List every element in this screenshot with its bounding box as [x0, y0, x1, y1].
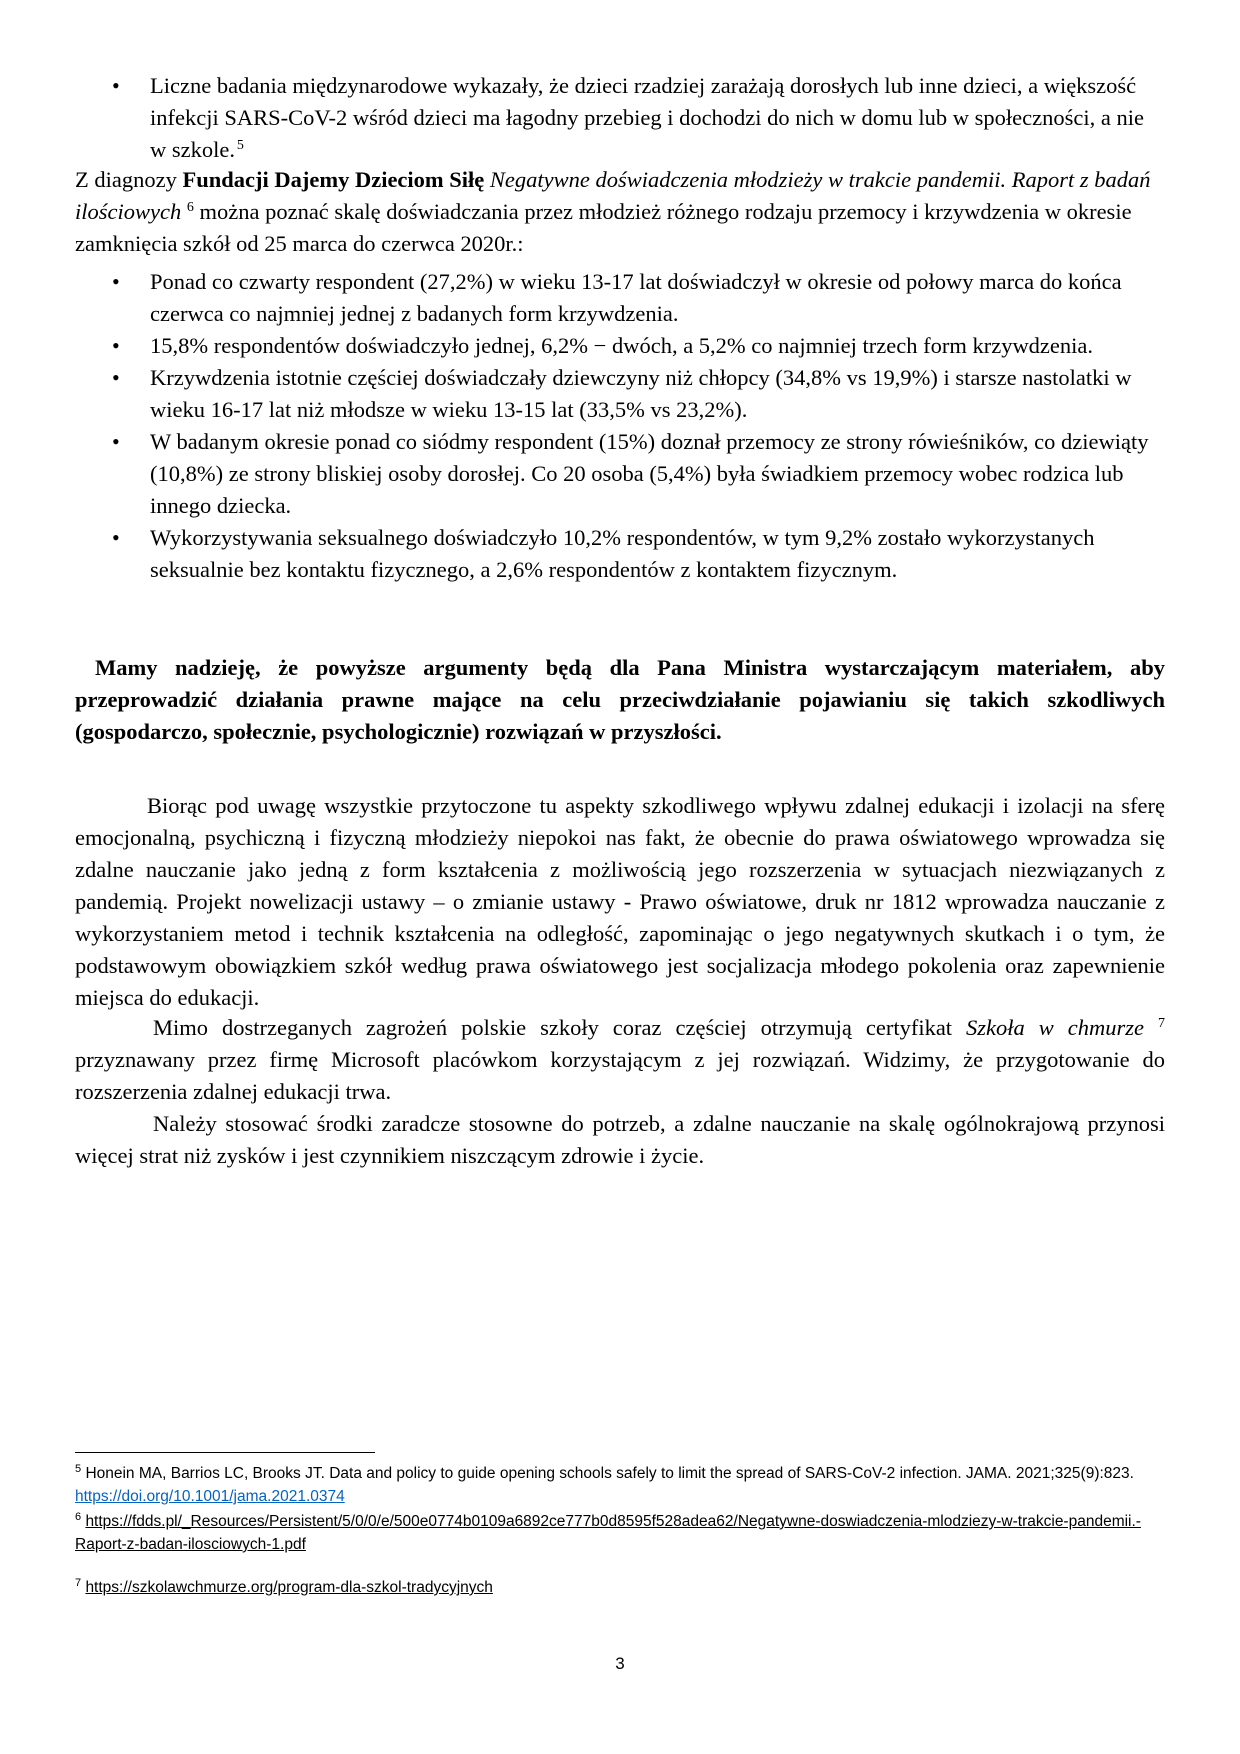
report-title: Negatywne doświadczenia młodzieży w trakcie pandemii. Raport z badań ilościowych [75, 167, 1151, 224]
footnote-5: $^5$ Honein MA, Barrios LC, Brooks JT. Data and policy to guide opening schools safely to limit the spread of SARS-CoV-2 infection. JAMA. 2021;325(9):823. https://doi.org/10.1001/jama.2021.0374 [75, 1463, 1134, 1505]
list-item: • W badanym okresie ponad co siódmy respondent (15%) doznał przemocy ze strony rówieśników, co dziewiąty (10,8%) ze strony bliskiej osoby dorosłej. Co 20 osoba (5,4%) była świadkiem przemocy wobec rodzica lub innego dziecka. [75, 426, 1165, 522]
list-item: • Ponad co czwarty respondent (27,2%) w wieku 13-17 lat doświadczył w okresie od połowy marca do końca czerwca co najmniej jednej z badanych form krzywdzenia. [75, 266, 1165, 330]
diagnosis-paragraph: Z diagnozy Fundacji Dajemy Dzieciom Siłę Negatywne doświadczenia młodzieży w trakcie pandemii. Raport z badań ilościowych $^6$ można poznać skalę doświadczania przez młodzież różnego rodzaju przemocy i krzywdzenia w okresie zamknięcia szkół od 25 marca do czerwca 2020r.: [75, 167, 1151, 256]
paragraph-1: Biorąc pod uwagę wszystkie przytoczone tu aspekty szkodliwego wpływu zdalnej edukacji i izolacji na sferę emocjonalną, psychiczną i fizyczną młodzieży niepokoi nas fakt, że obecnie do prawa oświatowego wprowadza się zdalne nauczanie jako jedną z form kształcenia z możliwością jego rozszerzenia w sytuacjach niezwiązanych z pandemią. Projekt nowelizacji ustawy – o zmianie ustawy - Prawo oświatowe, druk nr 1812 wprowadza nauczanie z wykorzystaniem metod i technik kształcenia na odległość, zapominając o jego negatywnych skutkach i o tym, że podstawowym obowiązkiem szkół według prawa oświatowego jest socjalizacja młodego pokolenia oraz zapewnienie miejsca do edukacji. [75, 793, 1165, 1010]
list-item: • 15,8% respondentów doświadczyło jednej, 6,2% − dwóch, a 5,2% co najmniej trzech form krzywdzenia. [75, 330, 1165, 362]
page-number: 3 [615, 1654, 625, 1673]
list-item: • Liczne badania międzynarodowe wykazały, że dzieci rzadziej zarażają dorosłych lub inne dzieci, a większość infekcji SARS-CoV-2 wśród dzieci ma łagodny przebieg i dochodzi do nich w domu lub w społeczności, a nie w szkole. $^5$ [75, 70, 1165, 166]
certificate-name: Szkoła w chmurze [966, 1015, 1144, 1040]
doi-link[interactable]: https://doi.org/10.1001/jama.2021.0374 [75, 1488, 345, 1505]
stats-bullet-list [75, 266, 1165, 586]
paragraph-2: Mimo dostrzeganych zagrożeń polskie szkoły coraz częściej otrzymują certyfikat Szkoła w chmurze $^7$ przyznawany przez firmę Microsoft placówkom korzystającym z jej rozwiązań. Widzimy, że przygotowanie do rozszerzenia zdalnej edukacji trwa. [75, 1015, 1165, 1104]
intro-bullet-list [75, 70, 1165, 166]
list-item: • Wykorzystywania seksualnego doświadczyło 10,2% respondentów, w tym 9,2% zostało wykorzystanych seksualnie bez kontaktu fizycznego, a 2,6% respondentów z kontaktem fizycznym. [75, 522, 1165, 586]
footnote-ref: 7 [1157, 1016, 1165, 1031]
footnote-6: $^6$ https://fdds.pl/_Resources/Persistent/5/0/0/e/500e0774b0109a6892ce777b0d8595f528adea62/Negatywne-doswiadczenia-mlodziezy-w-trakcie-pandemii.-Raport-z-badan-ilosciowych-1.pdf [75, 1511, 1141, 1553]
footnote-ref: 5 [236, 138, 244, 153]
paragraph-3: Należy stosować środki zaradcze stosowne do potrzeb, a zdalne nauczanie na skalę ogólnokrajową przynosi więcej strat niż zysków i jest czynnikiem niszczącym zdrowie i życie. [75, 1111, 1165, 1168]
fdds-report-link[interactable]: https://fdds.pl/_Resources/Persistent/5/0/0/e/500e0774b0109a6892ce777b0d8595f528adea62/Negatywne-doswiadczenia-mlodziezy-w-trakcie-pandemii.-Raport-z-badan-ilosciowych-1.pdf [75, 1513, 1141, 1553]
szkolawchmurze-link[interactable]: https://szkolawchmurze.org/program-dla-szkol-tradycyjnych [85, 1579, 493, 1596]
bold-statement: Mamy nadzieję, że powyższe argumenty będą dla Pana Ministra wystarczającym materiałem, aby przeprowadzić działania prawne mające na celu przeciwdziałanie pojawianiu się takich szkodliwych (gospodarczo, społecznie, psychologicznie) rozwiązań w przyszłości. [75, 655, 1165, 744]
footnote-separator [75, 1452, 375, 1453]
foundation-name: Fundacji Dajemy Dzieciom Siłę [182, 167, 485, 192]
list-item: • Krzywdzenia istotnie częściej doświadczały dziewczyny niż chłopcy (34,8% vs 19,9%) i starsze nastolatki w wieku 16-17 lat niż młodsze w wieku 13-15 lat (33,5% vs 23,2%). [75, 362, 1165, 426]
footnote-7: $^7$ https://szkolawchmurze.org/program-dla-szkol-tradycyjnych [75, 1577, 493, 1596]
footnote-ref: 6 [186, 200, 194, 215]
